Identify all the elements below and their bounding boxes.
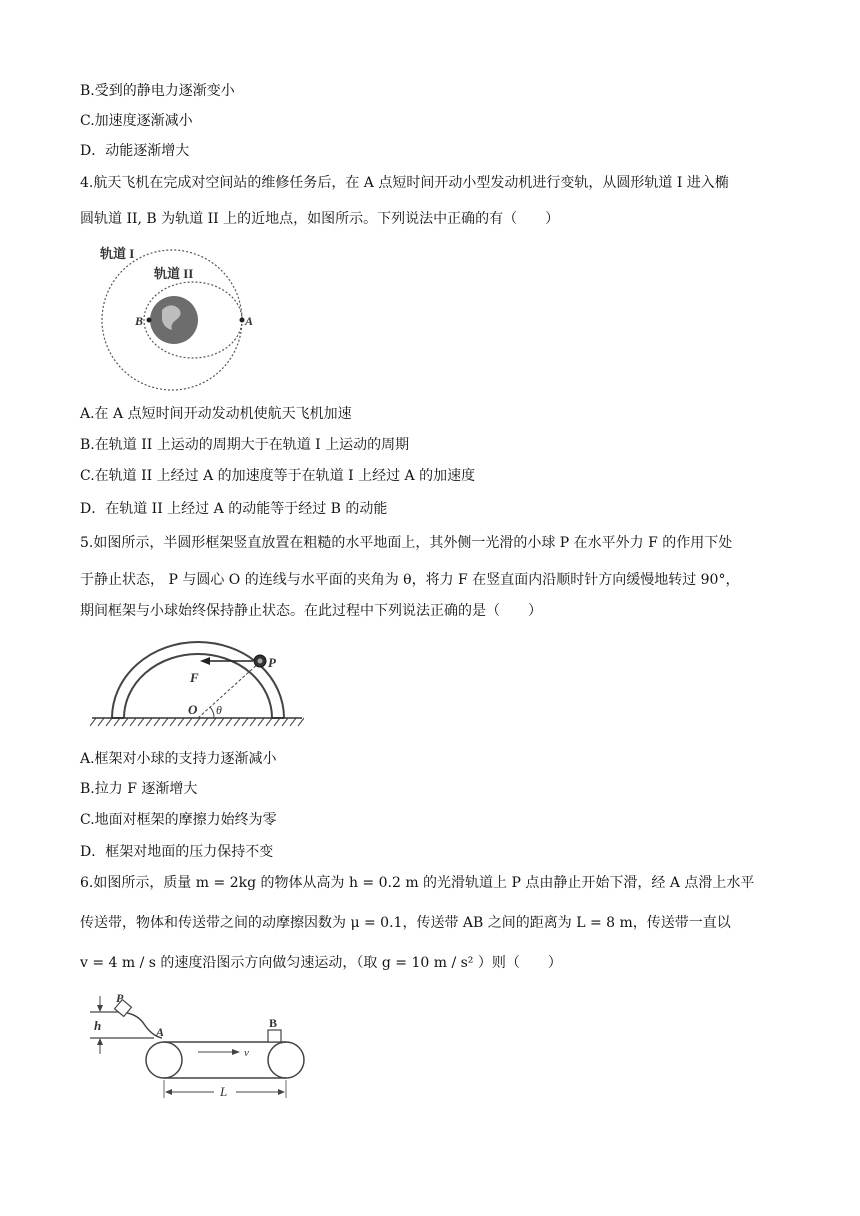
q5-option-b: B.拉力 F 逐渐增大: [80, 781, 198, 797]
orbit-2-label: 轨道 II: [154, 266, 194, 281]
theta-arc: [210, 707, 214, 718]
label-b: B: [269, 1016, 278, 1030]
label-v: v: [244, 1047, 249, 1059]
l-arrow-right-head: [278, 1089, 285, 1095]
label-p: P: [268, 655, 276, 670]
q5-option-a: A.框架对小球的支持力逐渐减小: [80, 751, 277, 767]
point-b-dot: [147, 318, 152, 323]
q3-option-d: D．动能逐渐增大: [80, 143, 190, 159]
q5-option-c: C.地面对框架的摩擦力始终为零: [80, 812, 277, 828]
conveyor-figure: [86, 990, 306, 1100]
orbit-figure: [96, 240, 266, 398]
ball-p-highlight: [258, 659, 263, 664]
q6-stem-line1: 6.如图所示，质量 m = 2kg 的物体从高为 h = 0.2 m 的光滑轨道上 P 点由静止开始下滑，经 A 点滑上水平: [80, 875, 755, 891]
q3-option-c: C.加速度逐渐减小: [80, 113, 193, 129]
q4-stem-line2: 圆轨道 II, B 为轨道 II 上的近地点，如图所示。下列说法中正确的有（ ）: [80, 211, 560, 227]
op-dashed-line: [198, 662, 260, 718]
h-arrow-bottom-head: [97, 1038, 103, 1045]
orbit-1-label: 轨道 I: [100, 246, 135, 261]
right-pulley: [268, 1042, 304, 1078]
q5-stem-line3: 期间框架与小球始终保持静止状态。在此过程中下列说法正确的是（ ）: [80, 603, 542, 619]
label-o: O: [188, 702, 198, 717]
l-arrow-left-head: [165, 1089, 172, 1095]
q4-stem-line1: 4.航天飞机在完成对空间站的维修任务后，在 A 点短时间开动小型发动机进行变轨，从圆形轨道 I 进入椭: [80, 175, 729, 191]
block-b: [268, 1030, 281, 1042]
h-arrow-top-head: [97, 1005, 103, 1012]
label-f: F: [190, 670, 199, 685]
force-f-arrowhead: [200, 657, 210, 665]
label-l: L: [220, 1084, 228, 1099]
q4-option-b: B.在轨道 II 上运动的周期大于在轨道 I 上运动的周期: [80, 437, 410, 453]
q3-option-b: B.受到的静电力逐渐变小: [80, 83, 235, 99]
q4-option-a: A.在 A 点短时间开动发动机使航天飞机加速: [80, 406, 352, 422]
label-p: P: [116, 991, 124, 1005]
label-h: h: [94, 1018, 102, 1033]
point-a-label: A: [245, 314, 254, 328]
q5-stem-line2: 于静止状态， P 与圆心 O 的连线与水平面的夹角为 θ，将力 F 在竖直面内沿顺时针方向缓慢地转过 90°，: [80, 572, 740, 588]
ground-hatching: [90, 718, 304, 726]
point-a-dot: [240, 318, 245, 323]
q6-stem-line3: v = 4 m / s 的速度沿图示方向做匀速运动，（取 g = 10 m / s² ）则（ ）: [80, 955, 562, 971]
frame-inner-arc: [124, 654, 272, 718]
q4-option-d: D．在轨道 II 上经过 A 的动能等于经过 B 的动能: [80, 501, 388, 517]
q4-option-c: C.在轨道 II 上经过 A 的加速度等于在轨道 I 上经过 A 的加速度: [80, 468, 476, 484]
semicircle-frame-figure: [90, 636, 304, 736]
q6-stem-line2: 传送带，物体和传送带之间的动摩擦因数为 μ = 0.1，传送带 AB 之间的距离为 L = 8 m，传送带一直以: [80, 915, 731, 931]
label-a: A: [156, 1025, 165, 1039]
point-b-label: B: [135, 314, 144, 328]
q5-stem-line1: 5.如图所示，半圆形框架竖直放置在粗糙的水平地面上，其外侧一光滑的小球 P 在水平外力 F 的作用下处: [80, 535, 733, 551]
left-pulley: [146, 1042, 182, 1078]
q5-option-d: D．框架对地面的压力保持不变: [80, 844, 274, 860]
velocity-arrowhead: [232, 1049, 240, 1055]
label-theta: θ: [216, 703, 222, 717]
